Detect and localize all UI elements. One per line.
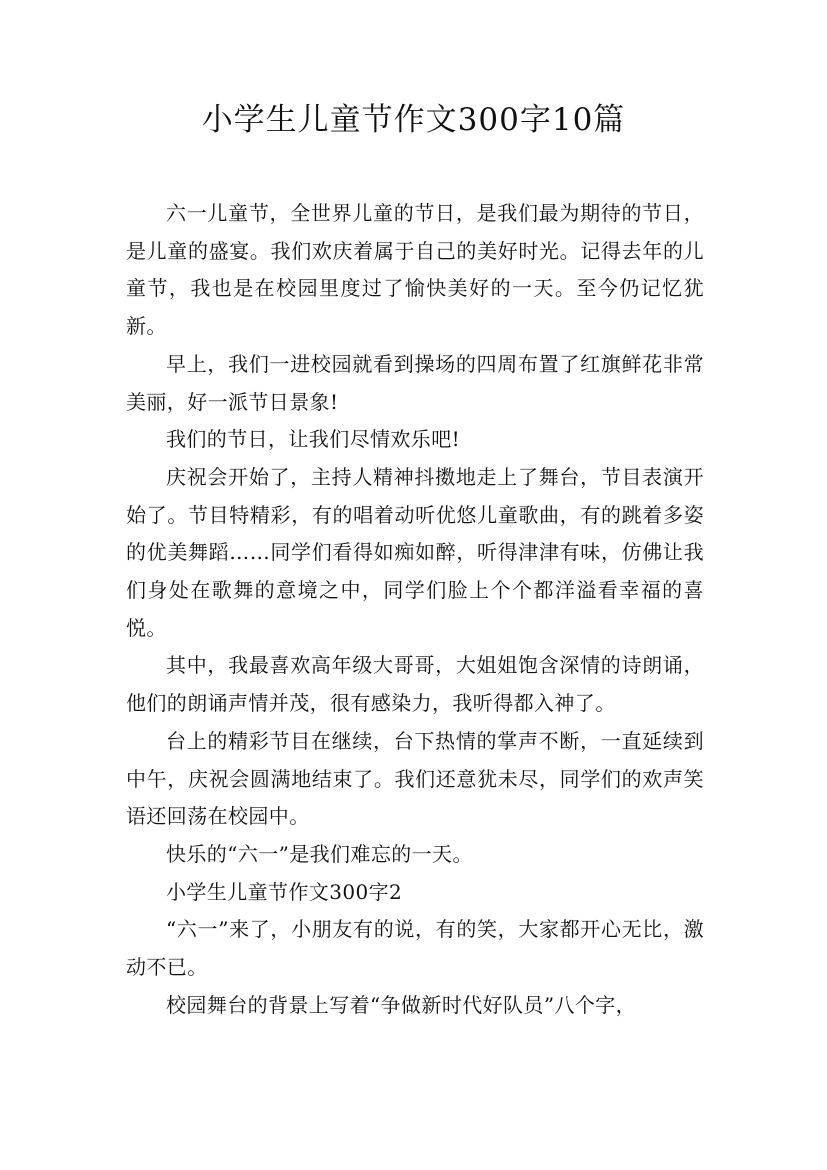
paragraph: 台上的精彩节目在继续，台下热情的掌声不断，一直延续到中午，庆祝会圆满地结束了。我们还意犹未尽，同学们的欢声笑语还回荡在校园中。	[126, 728, 704, 829]
section-heading: 小学生儿童节作文300字2	[166, 879, 403, 904]
paragraph: 我们的节日，让我们尽情欢乐吧!	[166, 427, 461, 452]
paragraph: 庆祝会开始了，主持人精神抖擞地走上了舞台，节目表演开始了。节目特精彩，有的唱着动听优悠儿童歌曲，有的跳着多姿的优美舞蹈……同学们看得如痴如醉，听得津津有味，仿佛让我们身处在歌舞的意境之中，同学们脸上个个都洋溢看幸福的喜悦。	[126, 464, 704, 640]
paragraph: 快乐的“六一”是我们难忘的一天。	[166, 841, 473, 866]
document-body	[126, 195, 704, 1024]
document-title: 小学生儿童节作文300字10篇	[201, 102, 626, 138]
paragraph: 其中，我最喜欢高年级大哥哥，大姐姐饱含深情的诗朗诵，他们的朗诵声情并茂，很有感染力，我听得都入神了。	[126, 653, 704, 716]
paragraph: 校园舞台的背景上写着“争做新时代好队员”八个字，	[166, 992, 637, 1017]
paragraph: “六一”来了，小朋友有的说，有的笑，大家都开心无比，激动不已。	[126, 917, 704, 980]
paragraph: 早上，我们一进校园就看到操场的四周布置了红旗鲜花非常美丽，好一派节日景象!	[126, 351, 704, 414]
paragraph: 六一儿童节，全世界儿童的节日，是我们最为期待的节日，是儿童的盛宴。我们欢庆着属于自己的美好时光。记得去年的儿童节，我也是在校园里度过了愉快美好的一天。至今仍记忆犹新。	[126, 201, 704, 339]
